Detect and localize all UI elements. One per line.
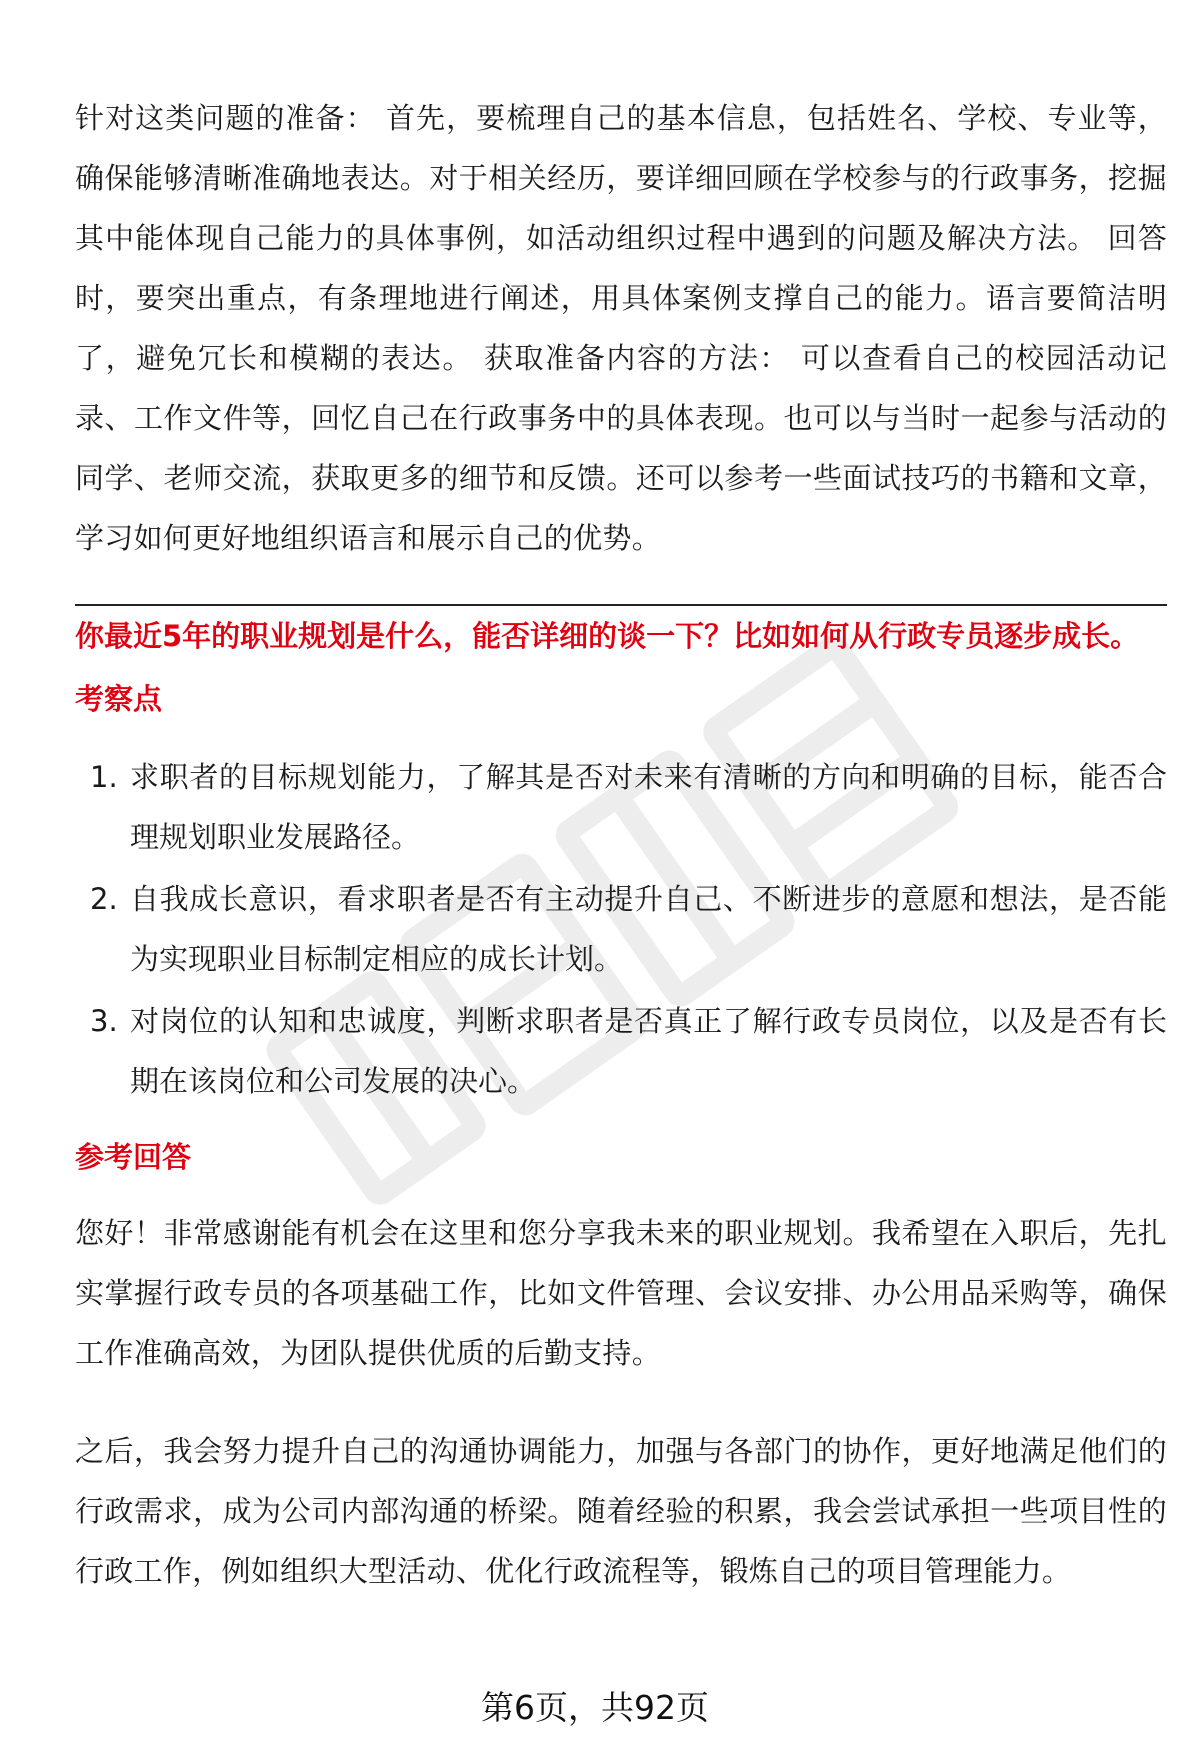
key-point-text: 对岗位的认知和忠诚度，判断求职者是否真正了解行政专员岗位，以及是否有长期在该岗位和公司发展的决心。 [130,1004,1167,1098]
key-point-item [75,747,1167,867]
key-point-number: 1. [90,760,118,794]
question-title: 你最近5年的职业规划是什么，能否详细的谈一下？比如如何从行政专员逐步成长。 [75,619,1140,653]
answer-paragraph: 之后，我会努力提升自己的沟通协调能力，加强与各部门的协作，更好地满足他们的行政需求，成为公司内部沟通的桥梁。随着经验的积累，我会尝试承担一些项目性的行政工作，例如组织大型活动、优化行政流程等，锻炼自己的项目管理能力。 [75,1434,1167,1588]
key-points-heading: 考察点 [75,682,163,716]
answer-paragraph: 您好！非常感谢能有机会在这里和您分享我未来的职业规划。我希望在入职后，先扎实掌握行政专员的各项基础工作，比如文件管理、会议安排、办公用品采购等，确保工作准确高效，为团队提供优质的后勤支持。 [75,1216,1167,1370]
key-point-text: 自我成长意识，看求职者是否有主动提升自己、不断进步的意愿和想法，是否能为实现职业目标制定相应的成长计划。 [130,882,1167,976]
key-point-number: 2. [90,882,118,916]
page-footer: 第6页，共92页 [481,1688,709,1727]
key-points-list [75,747,1167,1111]
intro-paragraph: 针对这类问题的准备： 首先，要梳理自己的基本信息，包括姓名、学校、专业等，确保能够清晰准确地表达。对于相关经历，要详细回顾在学校参与的行政事务，挖掘其中能体现自己能力的具体事例，如活动组织过程中遇到的问题及解决方法。 回答时，要突出重点，有条理地进行阐述，用具体案例支撑自己的能力。语言要简洁明了，避免冗长和模糊的表达。 获取准备内容的方法： 可以查看自己的校园活动记录、工作文件等，回忆自己在行政事务中的具体表现。也可以与当时一起参与活动的同学、老师交流，获取更多的细节和反馈。还可以参考一些面试技巧的书籍和文章，学习如何更好地组织语言和展示自己的优势。 [75,101,1167,555]
key-point-item [75,991,1167,1111]
page-content [75,88,1167,1601]
section-divider [75,604,1167,606]
key-point-number: 3. [90,1004,118,1038]
key-point-item [75,869,1167,989]
answer-heading: 参考回答 [75,1140,192,1174]
key-point-text: 求职者的目标规划能力，了解其是否对未来有清晰的方向和明确的目标，能否合理规划职业发展路径。 [130,760,1167,854]
